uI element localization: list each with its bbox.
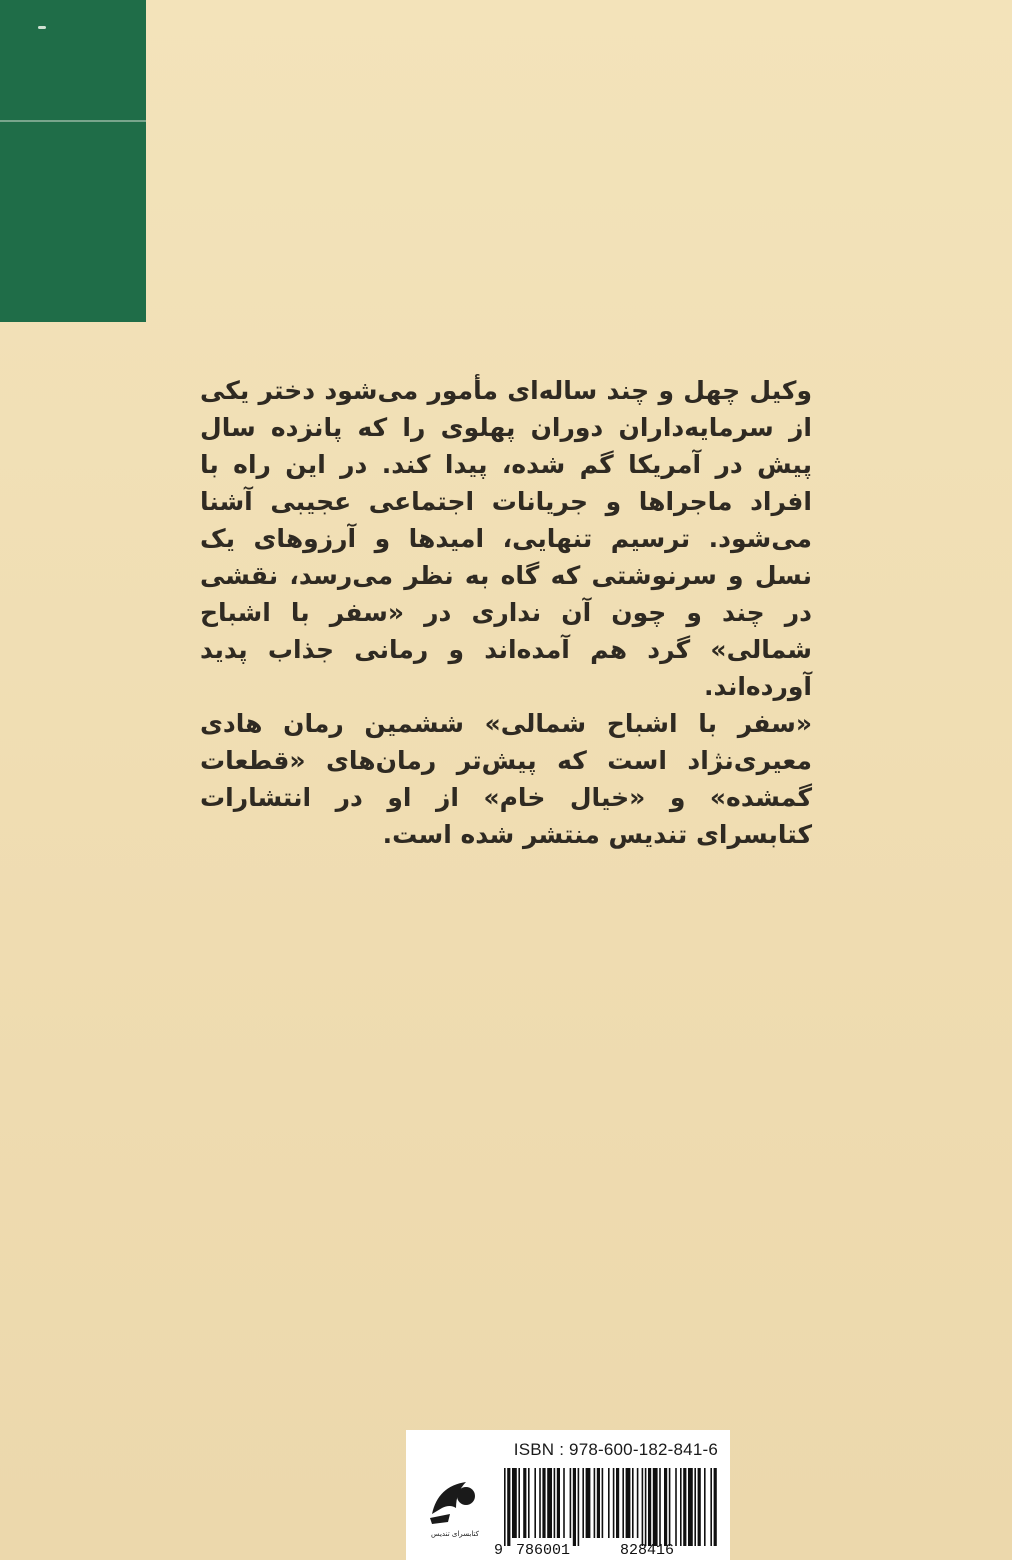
barcode-bar xyxy=(602,1468,604,1538)
barcode-bar xyxy=(542,1468,545,1538)
barcode-bar xyxy=(608,1468,610,1538)
green-spine-band xyxy=(0,0,146,322)
barcode-bar xyxy=(573,1468,576,1546)
barcode-bar xyxy=(704,1468,706,1546)
barcode-bar xyxy=(563,1468,565,1538)
barcode-bar xyxy=(648,1468,651,1546)
blurb-paragraph-2: «سفر با اشباح شمالی» ششمین رمان هادی معیری‌نژاد است که پیش‌تر رمان‌های «قطعات گمشده» و «خیال خام» از او در انتشارات کتابسرای تندیس منتشر شده است. xyxy=(200,709,812,849)
barcode-bar xyxy=(594,1468,596,1538)
barcode-bar xyxy=(675,1468,677,1546)
isbn-label: ISBN : 978-600-182-841-6 xyxy=(513,1440,718,1459)
barcode-bar xyxy=(507,1468,510,1546)
barcode-bar xyxy=(653,1468,658,1546)
barcode-bar xyxy=(570,1468,572,1538)
barcode-digit-lead: 9 xyxy=(494,1542,504,1559)
barcode-bar xyxy=(664,1468,667,1546)
barcode-bar xyxy=(539,1468,541,1538)
barcode-bar xyxy=(669,1468,671,1546)
barcode-bar xyxy=(622,1468,624,1538)
barcode-panel xyxy=(406,1430,730,1560)
barcode-bar xyxy=(616,1468,619,1538)
barcode-bar xyxy=(683,1468,686,1546)
barcode-bar xyxy=(586,1468,591,1538)
barcode-bar xyxy=(547,1468,552,1538)
barcode-bar xyxy=(637,1468,639,1538)
barcode-bar xyxy=(528,1468,530,1538)
barcode-digits xyxy=(494,1542,722,1558)
barcode-bar xyxy=(523,1468,526,1538)
barcode-bar xyxy=(626,1468,631,1538)
barcode-bar xyxy=(582,1468,584,1538)
barcode-bar xyxy=(518,1468,520,1538)
barcode-digits-right: 828416 xyxy=(620,1542,675,1559)
barcode-bar xyxy=(534,1468,536,1538)
barcode-bar xyxy=(578,1468,580,1546)
barcode-bars xyxy=(502,1468,718,1546)
blurb-paragraph-1: وکیل چهل و چند ساله‌ای مأمور می‌شود دختر یکی از سرمایه‌داران دوران پهلوی را که پانزده سال پیش در آمریکا گم شده، پیدا کند. در این راه با افراد ماجراها و جریانات اجتماعی عجیبی آشنا می‌شود. ترسیم تنهایی، امیدها و آرزوهای یک نسل و سرنوشتی که گاه به نظر می‌رسد، نقشی در چند و چون آن نداری در «سفر با اشباح شمالی» گرد هم آمده‌اند و رمانی جذاب پدید آورده‌اند. xyxy=(200,376,812,701)
barcode-bar xyxy=(597,1468,600,1538)
barcode-bar xyxy=(642,1468,644,1546)
barcode-bar xyxy=(512,1468,517,1538)
back-cover-blurb xyxy=(200,372,812,853)
publisher-logo-text: کتابسرای تندیس xyxy=(431,1530,479,1538)
band-mark xyxy=(38,26,46,29)
barcode-bar xyxy=(710,1468,712,1546)
barcode-bar xyxy=(680,1468,682,1546)
barcode-bar xyxy=(632,1468,634,1538)
barcode-bar xyxy=(645,1468,647,1546)
barcode-bar xyxy=(688,1468,693,1546)
barcode-bar xyxy=(694,1468,696,1546)
barcode-bar xyxy=(557,1468,560,1538)
barcode-bar xyxy=(504,1468,506,1546)
barcode-bar xyxy=(613,1468,615,1538)
band-divider-line xyxy=(0,120,146,122)
barcode-bar xyxy=(554,1468,556,1538)
barcode-bar xyxy=(714,1468,717,1546)
barcode-bar xyxy=(698,1468,701,1546)
barcode-bar xyxy=(659,1468,661,1546)
barcode-digits-left: 786001 xyxy=(516,1542,571,1559)
